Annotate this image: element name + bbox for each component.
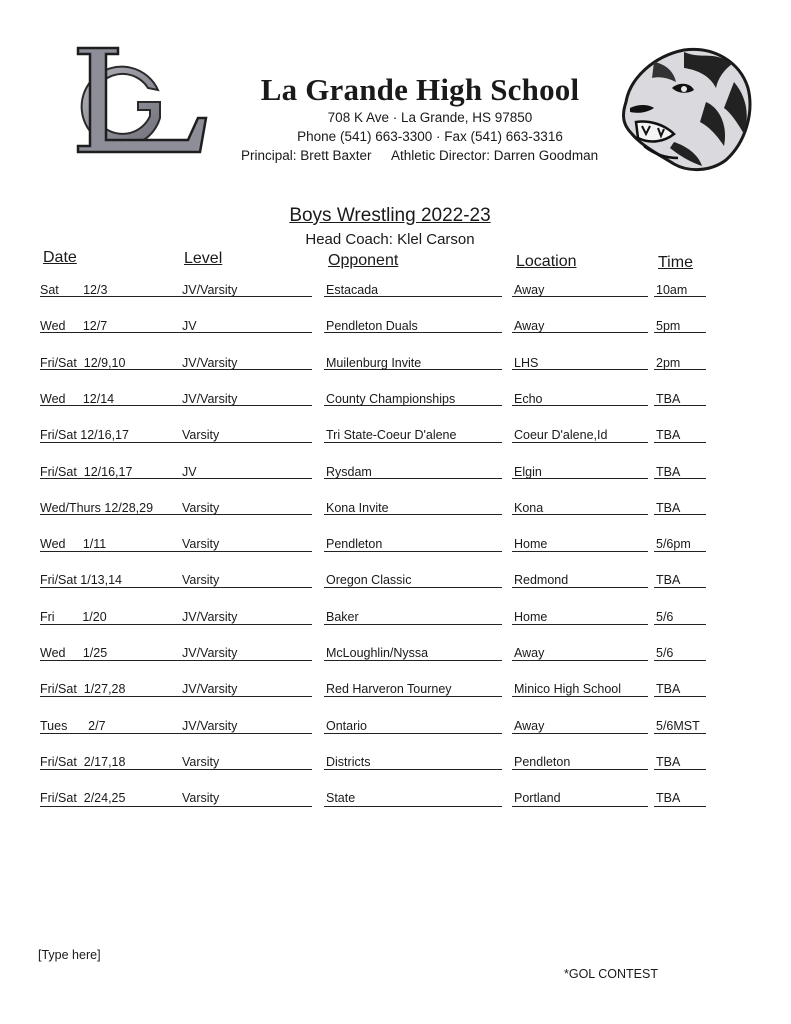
- school-address: 708 K Ave · La Grande, HS 97850: [327, 110, 533, 125]
- cell-time: TBA: [656, 573, 681, 588]
- cell-time: TBA: [656, 500, 681, 515]
- cell-location: Home: [514, 537, 548, 552]
- cell-location: Away: [514, 319, 545, 334]
- column-header-level: Level: [184, 250, 223, 267]
- cell-time: TBA: [656, 791, 681, 806]
- row-underline: [40, 806, 312, 807]
- cell-location: Home: [514, 609, 548, 624]
- cell-time: TBA: [656, 464, 681, 479]
- row-underline: [324, 733, 502, 734]
- cell-level: Varsity: [182, 500, 220, 515]
- cell-level: JV/Varsity: [182, 718, 238, 733]
- row-underline: [654, 660, 706, 661]
- cell-time: TBA: [656, 754, 681, 769]
- schedule-row: [40, 610, 760, 634]
- cell-location: Portland: [514, 791, 561, 806]
- cell-location: Echo: [514, 391, 543, 406]
- cell-location: LHS: [514, 355, 539, 370]
- cell-opponent: McLoughlin/Nyssa: [326, 646, 429, 660]
- cell-date: Wed 12/14: [40, 391, 115, 406]
- cell-date: Sat 12/3: [40, 283, 108, 297]
- cell-opponent: Tri State-Coeur D'alene: [326, 428, 457, 443]
- athletic-director-name: Athletic Director: Darren Goodman: [391, 148, 599, 163]
- row-underline: [324, 806, 502, 807]
- row-underline: [512, 733, 648, 734]
- schedule-row: [40, 719, 760, 743]
- cell-level: JV/Varsity: [182, 609, 238, 624]
- cell-opponent: Estacada: [326, 283, 379, 297]
- schedule-row: [40, 646, 760, 670]
- row-underline: [512, 806, 648, 807]
- cell-level: Varsity: [182, 791, 220, 806]
- cell-level: JV: [182, 319, 197, 334]
- schedule-row: [40, 573, 760, 597]
- cell-level: Varsity: [182, 754, 220, 769]
- cell-date: Fri/Sat 1/27,28: [40, 682, 126, 697]
- cell-date: Wed 1/11: [40, 537, 107, 552]
- cell-opponent: Pendleton Duals: [326, 319, 418, 334]
- cell-opponent: Rysdam: [326, 464, 372, 479]
- row-underline: [40, 624, 312, 625]
- row-underline: [324, 696, 502, 697]
- cell-opponent: County Championships: [326, 391, 456, 406]
- head-coach: Head Coach: Klel Carson: [305, 231, 475, 248]
- schedule-row: [40, 319, 760, 343]
- cell-date: Tues 2/7: [40, 718, 106, 733]
- schedule-row: [40, 356, 760, 380]
- row-underline: [324, 660, 502, 661]
- cell-time: TBA: [656, 391, 681, 406]
- schedule-row: [40, 791, 760, 815]
- cell-time: 10am: [656, 283, 688, 297]
- row-underline: [654, 769, 706, 770]
- cell-date: Fri/Sat 2/24,25: [40, 791, 126, 806]
- cell-date: Fri/Sat 12/16,17: [40, 428, 129, 443]
- cell-location: Redmond: [514, 573, 569, 588]
- cell-level: JV/Varsity: [182, 355, 238, 370]
- cell-opponent: Districts: [326, 754, 371, 769]
- row-underline: [512, 660, 648, 661]
- row-underline: [512, 696, 648, 697]
- cell-location: Away: [514, 718, 545, 733]
- row-underline: [654, 733, 706, 734]
- cell-level: Varsity: [182, 537, 220, 552]
- cell-location: Away: [514, 646, 545, 660]
- schedule-row: [40, 283, 760, 307]
- cell-opponent: Ontario: [326, 718, 367, 733]
- cell-location: Coeur D'alene,Id: [514, 428, 608, 443]
- cell-time: 5/6pm: [656, 537, 691, 552]
- cell-date: Wed/Thurs 12/28,29: [40, 500, 154, 515]
- schedule-row: [40, 682, 760, 706]
- principal-name: Principal: Brett Baxter: [241, 148, 372, 163]
- cell-date: Fri 1/20: [40, 609, 107, 624]
- cell-level: JV/Varsity: [182, 391, 238, 406]
- row-underline: [40, 769, 312, 770]
- row-underline: [512, 769, 648, 770]
- row-underline: [40, 660, 312, 661]
- cell-opponent: Muilenburg Invite: [326, 355, 422, 370]
- schedule-row: [40, 537, 760, 561]
- schedule-row: [40, 392, 760, 416]
- schedule-row: [40, 465, 760, 489]
- school-name: La Grande High School: [260, 72, 580, 107]
- column-header-time: Time: [658, 254, 693, 271]
- cell-opponent: Red Harveron Tourney: [326, 682, 452, 697]
- schedule-row: [40, 428, 760, 452]
- row-underline: [512, 624, 648, 625]
- cell-time: 2pm: [656, 355, 681, 370]
- cell-level: Varsity: [182, 573, 220, 588]
- column-header-date: Date: [43, 249, 77, 266]
- schedule-row: [40, 755, 760, 779]
- row-underline: [654, 624, 706, 625]
- row-underline: [324, 624, 502, 625]
- cell-time: 5pm: [656, 319, 681, 334]
- column-header-opponent: Opponent: [328, 252, 399, 269]
- cell-level: JV/Varsity: [182, 283, 238, 297]
- cell-date: Fri/Sat 1/13,14: [40, 573, 122, 588]
- row-underline: [654, 806, 706, 807]
- school-logo-lg: [50, 40, 215, 160]
- cell-time: 5/6: [656, 646, 674, 660]
- cell-level: JV/Varsity: [182, 646, 238, 660]
- cell-location: Pendleton: [514, 754, 571, 769]
- cell-opponent: Kona Invite: [326, 500, 389, 515]
- cell-location: Away: [514, 283, 545, 297]
- row-underline: [40, 696, 312, 697]
- row-underline: [40, 733, 312, 734]
- cell-date: Fri/Sat 12/16,17: [40, 464, 133, 479]
- schedule-title: Boys Wrestling 2022-23: [289, 205, 491, 226]
- cell-opponent: Pendleton: [326, 537, 383, 552]
- cell-time: 5/6: [656, 609, 674, 624]
- schedule-row: [40, 501, 760, 525]
- cell-opponent: State: [326, 791, 356, 806]
- cell-location: Minico High School: [514, 682, 621, 697]
- cell-date: Wed 12/7: [40, 319, 108, 334]
- cell-date: Fri/Sat 12/9,10: [40, 355, 126, 370]
- cell-opponent: Oregon Classic: [326, 573, 412, 588]
- cell-level: JV/Varsity: [182, 682, 238, 697]
- cell-time: TBA: [656, 682, 681, 697]
- footer-note: *GOL CONTEST: [564, 967, 658, 981]
- school-phone-fax: Phone (541) 663-3300 · Fax (541) 663-3316: [297, 129, 563, 144]
- cell-level: Varsity: [182, 428, 220, 443]
- cell-opponent: Baker: [326, 609, 359, 624]
- row-underline: [324, 769, 502, 770]
- cell-date: Wed 1/25: [40, 646, 108, 660]
- cell-time: TBA: [656, 428, 681, 443]
- cell-location: Elgin: [514, 464, 542, 479]
- cell-date: Fri/Sat 2/17,18: [40, 754, 126, 769]
- tiger-mascot-icon: [614, 42, 754, 174]
- cell-time: 5/6MST: [656, 718, 700, 733]
- column-header-location: Location: [516, 253, 577, 270]
- row-underline: [654, 696, 706, 697]
- cell-level: JV: [182, 464, 197, 479]
- footer-placeholder: [Type here]: [38, 948, 101, 962]
- cell-location: Kona: [514, 500, 544, 515]
